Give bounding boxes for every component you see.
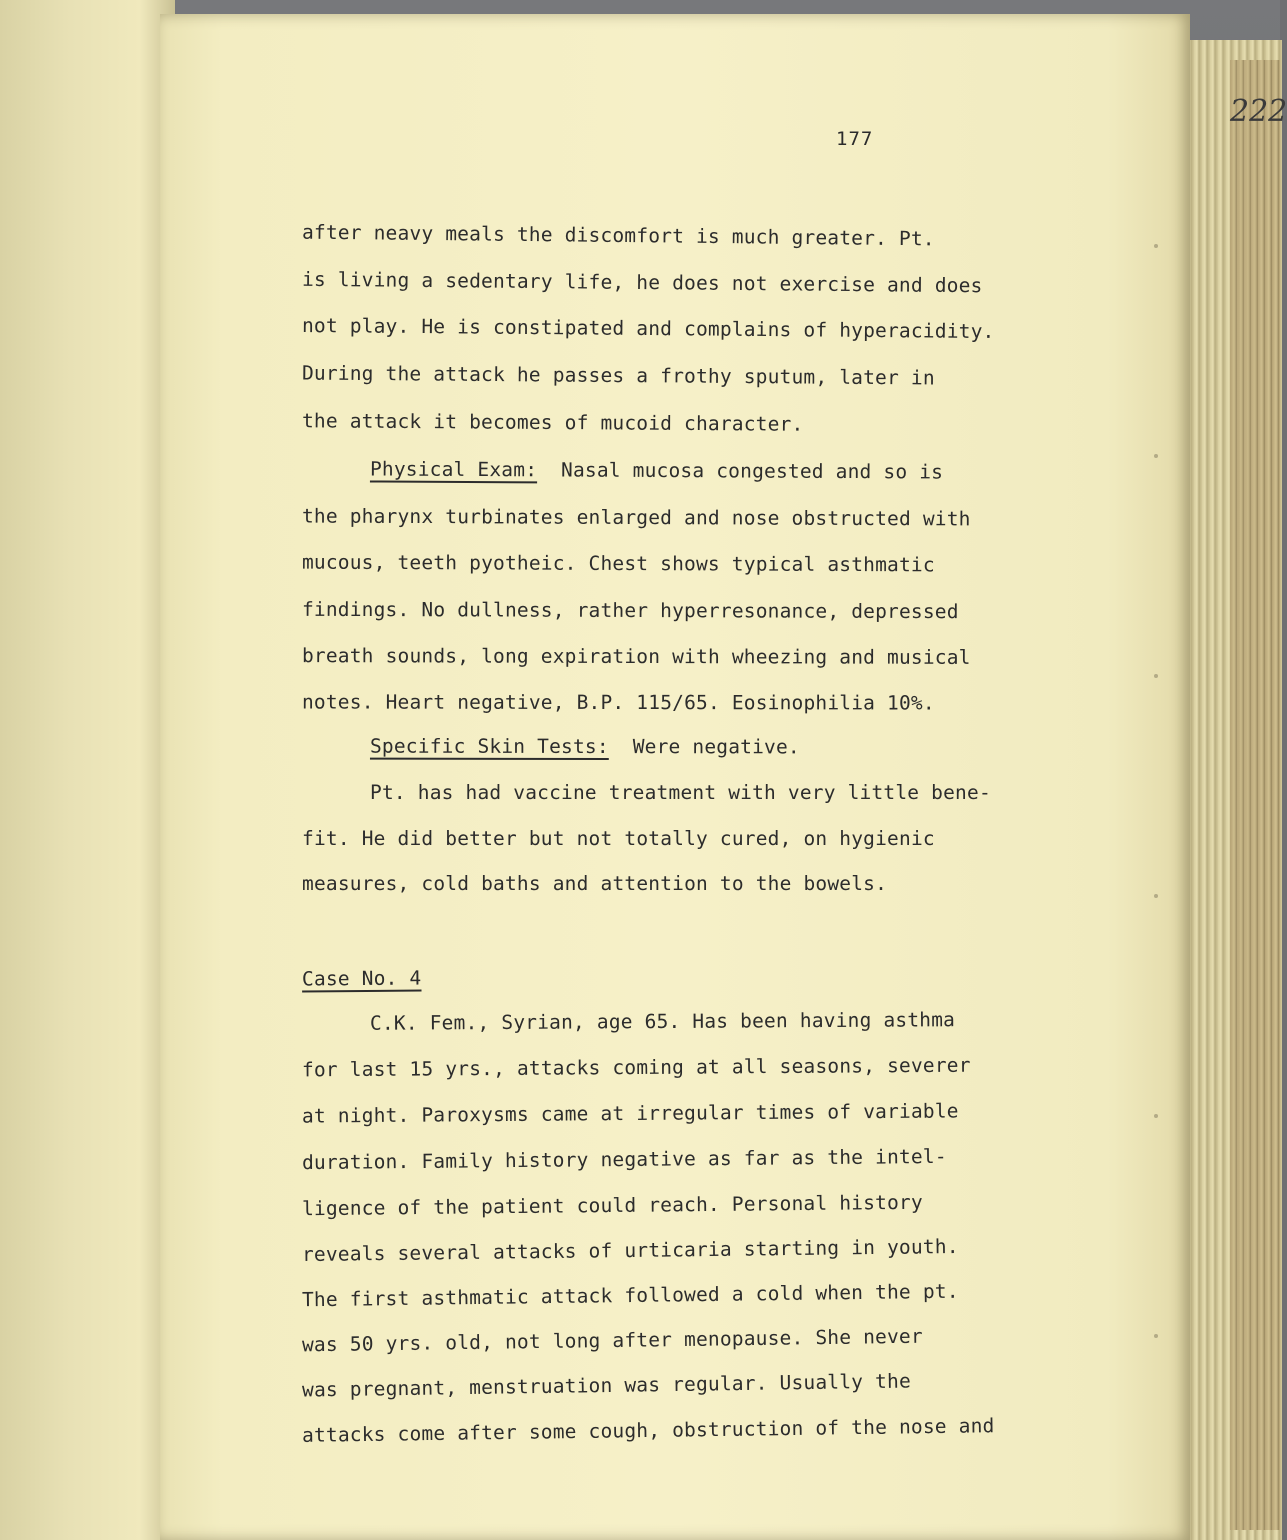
document-page xyxy=(160,14,1287,1540)
text-line: The first asthmatic attack followed a cold when the pt. xyxy=(301,1279,959,1312)
page-stack-shadow xyxy=(1230,60,1280,1530)
text-line: C.K. Fem., Syrian, age 65. Has been having asthma xyxy=(369,1008,956,1035)
text-line: the attack it becomes of mucoid character. xyxy=(301,409,804,436)
handwritten-folio-number: 222 xyxy=(1230,94,1287,129)
physical-exam-heading: Physical Exam: xyxy=(369,457,538,482)
text-line: findings. No dullness, rather hyperresonance, depressed xyxy=(301,597,959,624)
margin-dot xyxy=(1154,674,1158,678)
text-line: attacks come after some cough, obstruction of the nose and xyxy=(301,1414,995,1447)
physical-exam-line xyxy=(370,457,943,483)
skin-tests-line xyxy=(370,735,800,759)
margin-dot xyxy=(1154,454,1158,458)
skin-tests-heading: Specific Skin Tests: xyxy=(369,734,609,759)
text-line: the pharynx turbinates enlarged and nose obstructed with xyxy=(301,504,971,531)
text-line: Pt. has had vaccine treatment with very little bene- xyxy=(370,781,991,804)
margin-dot xyxy=(1154,1114,1158,1118)
skin-tests-text: Were negative. xyxy=(632,735,800,759)
text-line: was 50 yrs. old, not long after menopause. She never xyxy=(301,1324,924,1357)
text-line: at night. Paroxysms came at irregular times of variable xyxy=(301,1099,959,1128)
text-line: During the attack he passes a frothy sputum, later in xyxy=(301,361,935,390)
margin-dot xyxy=(1154,244,1158,248)
left-facing-page xyxy=(0,0,175,1540)
margin-dot xyxy=(1154,894,1158,898)
text-line: not play. He is constipated and complains of hyperacidity. xyxy=(301,313,995,344)
page-number: 177 xyxy=(836,128,874,150)
text-line: ligence of the patient could reach. Personal history xyxy=(301,1190,923,1221)
text-line: after neavy meals the discomfort is much greater. Pt. xyxy=(301,220,935,251)
text-line: notes. Heart negative, B.P. 115/65. Eosinophilia 10%. xyxy=(301,690,935,715)
case-heading: Case No. 4 xyxy=(301,966,422,991)
text-line: was pregnant, menstruation was regular. Usually the xyxy=(301,1369,912,1402)
margin-dot xyxy=(1154,1334,1158,1338)
text-line: breath sounds, long expiration with wheezing and musical xyxy=(301,644,971,669)
text-line: is living a sedentary life, he does not exercise and does xyxy=(301,267,983,298)
text-line: for last 15 yrs., attacks coming at all seasons, severer xyxy=(301,1053,971,1082)
text-line: mucous, teeth pyotheic. Chest shows typical asthmatic xyxy=(301,550,935,577)
physical-exam-text: Nasal mucosa congested and so is xyxy=(561,458,944,484)
text-line: measures, cold baths and attention to the bowels. xyxy=(302,872,888,895)
text-line: duration. Family history negative as far as the intel- xyxy=(301,1144,947,1175)
text-line: fit. He did better but not totally cured, on hygienic xyxy=(302,827,935,850)
text-line: reveals several attacks of urticaria starting in youth. xyxy=(301,1234,959,1267)
